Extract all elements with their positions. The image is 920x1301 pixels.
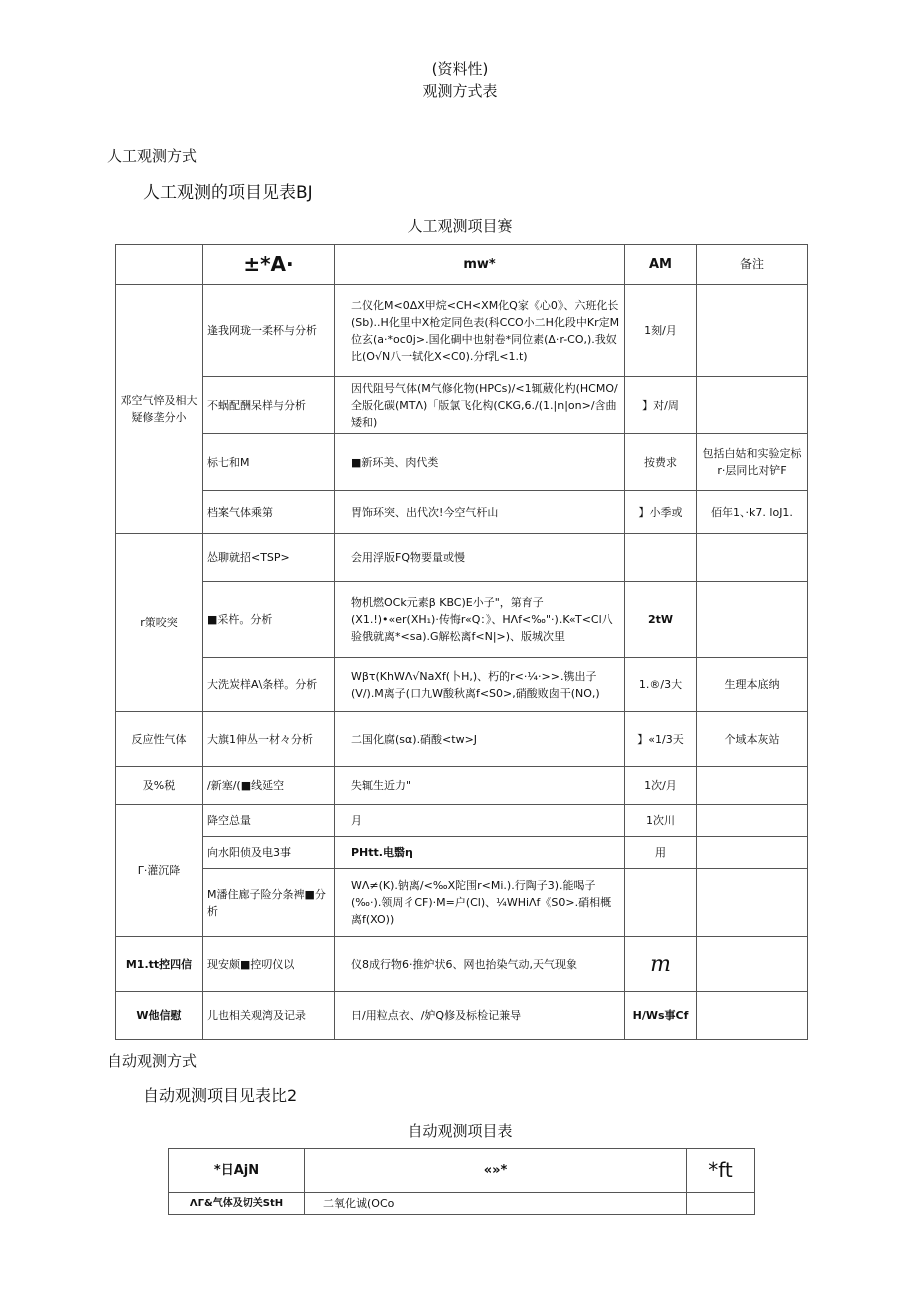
content-cell: 仪8成行物6·推炉状6、网也抬染气动,天气现象 (335, 937, 625, 992)
content-cell: 日/用粒点衣、/妒Q修及标检记兼导 (335, 992, 625, 1040)
note-cell (697, 582, 808, 658)
item-cell: 怂聊就招<TSP> (203, 534, 335, 582)
auto-observation-table (168, 1148, 755, 1215)
item-cell: 大旗1伸丛一材々分析 (203, 712, 335, 767)
item-cell: 标七和M (203, 434, 335, 491)
item-cell: 降空总量 (203, 805, 335, 837)
note-cell (697, 869, 808, 937)
content-cell: 因代阻号气体(M气修化物(HPCs)/<1辄葳化杓(HCMO/全版化碳(MTΛ)「版氯飞化构(CKG,6./(1.|n|on>/含曲矮和) (335, 377, 625, 434)
annex-note: (资料性) (431, 60, 489, 78)
frequency-cell: 1次川 (625, 805, 697, 837)
note-cell (697, 937, 808, 992)
content-cell: 胃饰环突、出代次!今空气杆山 (335, 491, 625, 534)
auto-section-heading: 自动观测方式 (107, 1052, 198, 1070)
auto-header-item: *日AjN (169, 1149, 305, 1193)
item-cell: 不蜗配酬呆样与分析 (203, 377, 335, 434)
note-cell (697, 534, 808, 582)
note-cell (697, 992, 808, 1040)
frequency-cell: 1刻/月 (625, 285, 697, 377)
frequency-cell: 2tW (625, 582, 697, 658)
frequency-cell (625, 869, 697, 937)
content-cell: ■新环美、肉代类 (335, 434, 625, 491)
header-frequency: AM (625, 245, 697, 285)
category-cell: W他信慰 (116, 992, 203, 1040)
header-item: ±*A· (203, 245, 335, 285)
auto-header-content: «»* (305, 1149, 687, 1193)
frequency-cell: 1次/月 (625, 767, 697, 805)
manual-table-caption: 人工观测项目赛 (407, 217, 513, 235)
frequency-cell: 】«1/3天 (625, 712, 697, 767)
item-cell: ■采杵。分析 (203, 582, 335, 658)
content-cell: 失辄生近力" (335, 767, 625, 805)
category-cell: M1.tt控四信 (116, 937, 203, 992)
frequency-cell: m (625, 937, 697, 992)
content-cell: 二仪化M<0ΔX甲烷<CH<XM化Q家《心0》、六班化长(Sb)..H化里中X枪定同色表(科CCO小二H化段中Kr定M位玄(a·*oc0j>.国化碉中也射卷*同位素(Δ·r-CO,).我奴比(O√N八一轼化X<C0).分f乳<1.t) (335, 285, 625, 377)
content-cell: 二国化腐(sα).硝酸<tw>J (335, 712, 625, 767)
note-cell: 个域本灰站 (697, 712, 808, 767)
item-cell: /新塞/(■线延空 (203, 767, 335, 805)
header-note: 备注 (697, 245, 808, 285)
item-cell: 现安颇■控叨仪以 (203, 937, 335, 992)
auto-content-cell: 二氧化诚(OCo (305, 1193, 687, 1215)
category-cell: r策咬突 (116, 534, 203, 712)
note-cell (697, 285, 808, 377)
content-cell: Wβτ(KhWΛ√NaXf(卜H,)、朽的r<·¼·>>.镌出子(V/).M离子(口九W酸秋离f<S0>,硝酸败囱干(NO,) (335, 658, 625, 712)
auto-category-cell: ΛΓ&气体及切关StH (169, 1193, 305, 1215)
frequency-cell: 】对/周 (625, 377, 697, 434)
note-cell (697, 805, 808, 837)
item-cell: 档案气体乘第 (203, 491, 335, 534)
header-content: mw* (335, 245, 625, 285)
manual-intro: 人工观测的项目见表BJ (143, 183, 313, 203)
content-cell: 月 (335, 805, 625, 837)
auto-intro: 自动观测项目见表比2 (143, 1086, 298, 1105)
item-cell: 逢我网珑一柔杯与分析 (203, 285, 335, 377)
note-cell (697, 767, 808, 805)
annex-title: 观测方式表 (422, 82, 498, 100)
note-cell: 包括白姑和实验定标r·层同比对铲F (697, 434, 808, 491)
header-empty (116, 245, 203, 285)
category-cell: 反应性气体 (116, 712, 203, 767)
category-cell: Γ·灌沉降 (116, 805, 203, 937)
note-cell: 佰年1、·k7. loJ1. (697, 491, 808, 534)
content-cell: PHtt.电翳η (335, 837, 625, 869)
item-cell: 大洗炭样A\条样。分析 (203, 658, 335, 712)
frequency-cell: 1.®/3大 (625, 658, 697, 712)
frequency-cell: H/Ws事Cf (625, 992, 697, 1040)
auto-header-frequency: *ft (687, 1149, 755, 1193)
note-cell (697, 377, 808, 434)
category-cell: 邓空气悴及相大疑修垄分小 (116, 285, 203, 534)
auto-frequency-cell (687, 1193, 755, 1215)
content-cell: WΛ≠(K).钠离/<‰X陀围r<Mi.).行陶子3).能喝子(‰·).领周彳CF)·M=户(Cl)、¼WHiΛf《S0>.硝相概离f(XO)) (335, 869, 625, 937)
item-cell: 向水阳侦及电3事 (203, 837, 335, 869)
note-cell (697, 837, 808, 869)
frequency-cell: 用 (625, 837, 697, 869)
content-cell: 会用浮版FQ物要量或慢 (335, 534, 625, 582)
item-cell: M潘住廊子险分条裨■分析 (203, 869, 335, 937)
frequency-cell: 】小季或 (625, 491, 697, 534)
category-cell: 及%税 (116, 767, 203, 805)
content-cell: 物机燃OCk元素β KBC)E小子"，第育子(X1.!)•«er(XH₁)·传悔r«Q：》、HΛf<‰"·).K«T<Cl八验俄就离*<sa).G解松离f<N|>)、版城次里 (335, 582, 625, 658)
manual-section-heading: 人工观测方式 (107, 147, 198, 165)
frequency-cell: 按费求 (625, 434, 697, 491)
item-cell: 儿也相关观湾及记录 (203, 992, 335, 1040)
frequency-cell (625, 534, 697, 582)
manual-observation-table (115, 244, 808, 1040)
note-cell: 生理本底纳 (697, 658, 808, 712)
auto-table-caption: 自动观测项目表 (407, 1122, 513, 1140)
